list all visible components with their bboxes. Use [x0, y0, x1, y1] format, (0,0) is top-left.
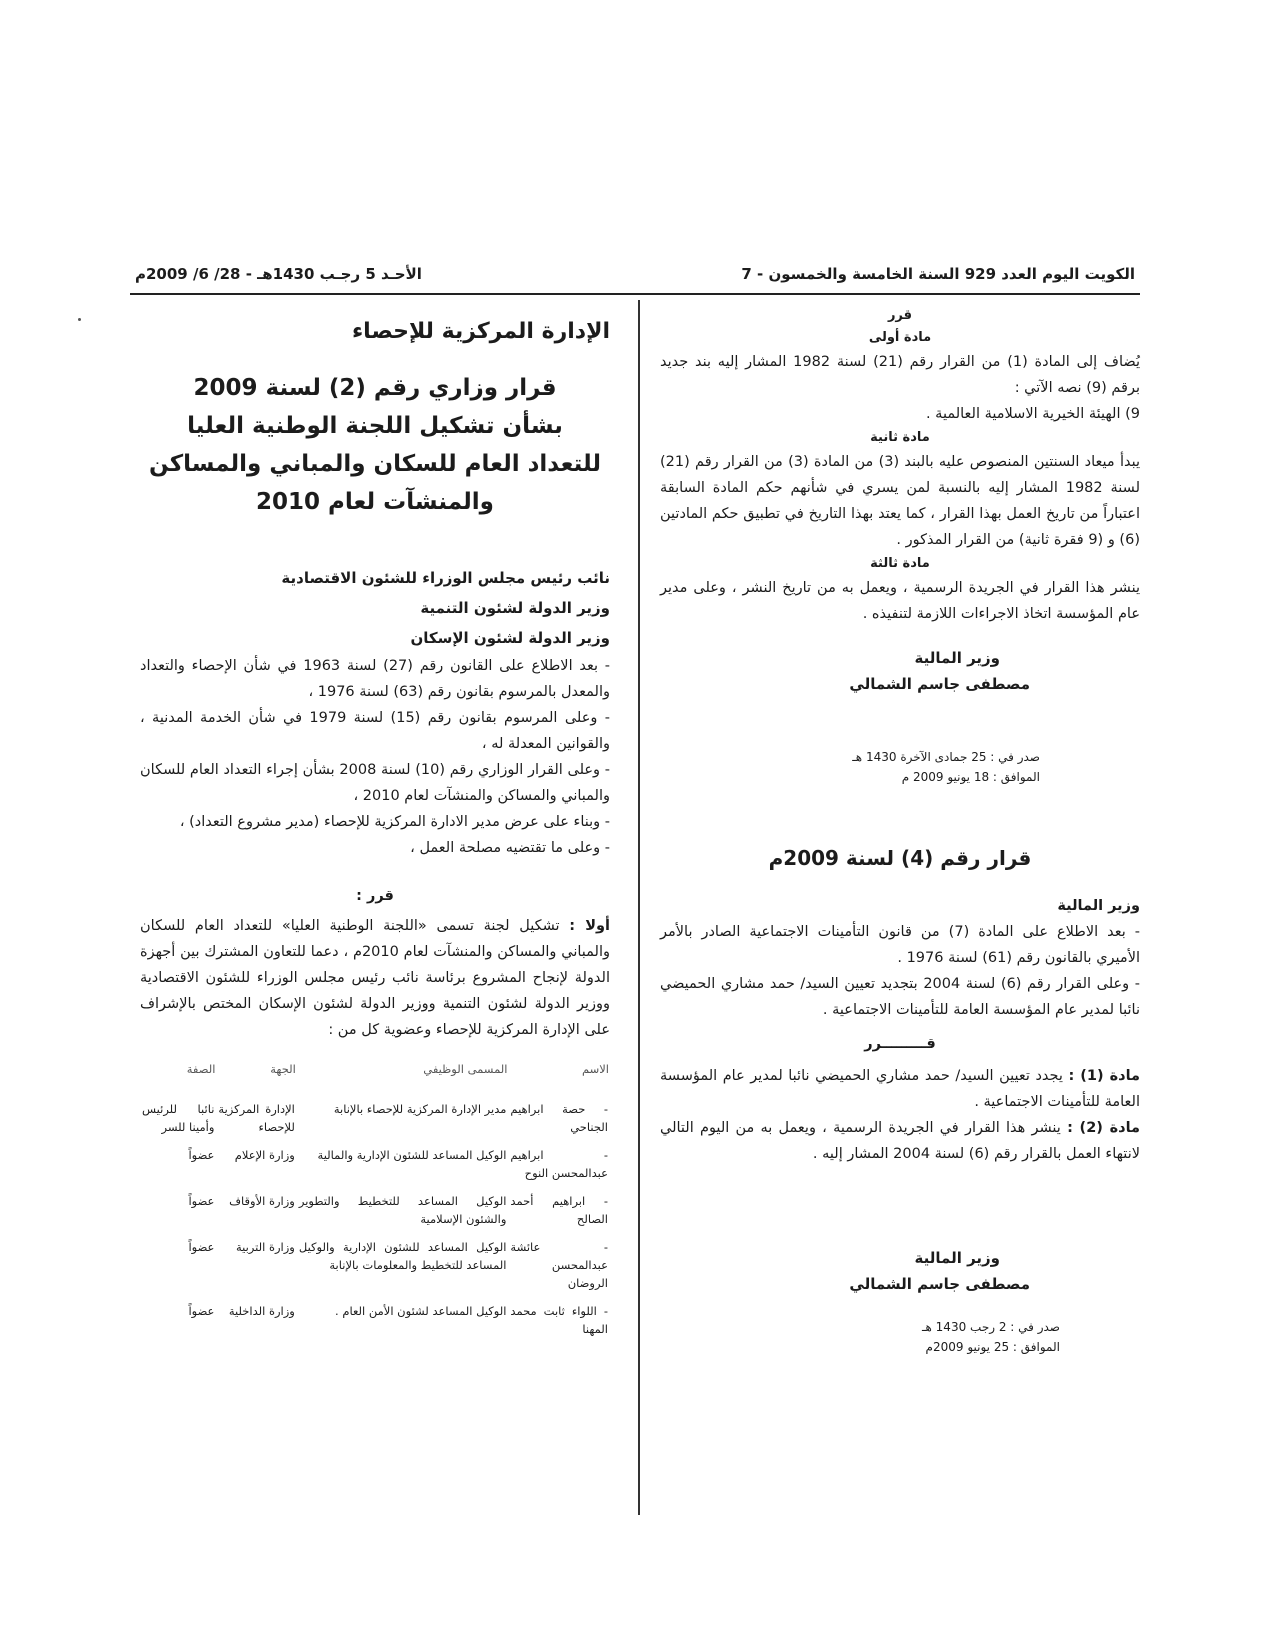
recital-2: - وعلى المرسوم بقانون رقم (15) لسنة 1979 في شأن الخدمة المدنية ، والقوانين المعدلة له ،: [140, 710, 610, 752]
member-entity: الإدارة المركزية للإحصاء: [218, 1102, 295, 1134]
member-entity: وزارة الداخلية: [228, 1304, 295, 1318]
table-row: [140, 1236, 610, 1300]
decision-4-preamble-2: - وعلى القرار رقم (6) لسنة 2004 بتجديد تعيين السيد/ حمد مشاري الحميضي نائبا لمدير عام المؤسسة العامة للتأمينات الاجتماعية .: [660, 976, 1140, 1018]
member-role: نائبا للرئيس وأمينا للسر: [142, 1102, 215, 1134]
member-name: - اللواء ثابت محمد المهنا: [510, 1304, 608, 1336]
recital-3: - وعلى القرار الوزاري رقم (10) لسنة 2008 بشأن إجراء التعداد العام للسكان والمباني والمساكن والمنشآت لعام 2010 ،: [140, 762, 610, 804]
header-entity: الجهة: [270, 1062, 296, 1076]
article3-heading: مادة ثالثة: [870, 556, 930, 571]
header-rule: [130, 293, 1140, 295]
member-job-title: الوكيل المساعد لشئون الأمن العام .: [335, 1304, 507, 1318]
header-job-title: المسمى الوظيفي: [423, 1062, 508, 1076]
member-role: عضواً: [188, 1240, 215, 1254]
page-header-issue: الكويت اليوم العدد 929 السنة الخامسة والخمسون - 7: [741, 265, 1135, 283]
article1-text: يُضاف إلى المادة (1) من القرار رقم (21) لسنة 1982 المشار إليه بند جديد برقم (9) نصه الآتي :: [660, 354, 1140, 396]
member-job-title: الوكيل المساعد للشئون الإدارية والوكيل المساعد للتخطيط والمعلومات بالإنابة: [298, 1240, 507, 1272]
issued-date-2: صدر في : 2 رجب 1430 هـ: [922, 1320, 1060, 1334]
member-entity: وزارة الإعلام: [234, 1148, 295, 1162]
decision-4-minister: وزير المالية: [1057, 898, 1140, 914]
member-name: - حصة ابراهيم الجناحي: [510, 1102, 608, 1134]
decision-2-title: [140, 369, 610, 521]
decision-4-article1-text: يجدد تعيين السيد/ حمد مشاري الحميضي نائبا لمدير عام المؤسسة العامة للتأمينات الاجتماعية .: [660, 1068, 1140, 1110]
table-header-row: [140, 1059, 610, 1098]
scan-speck: [78, 318, 81, 321]
decision-2-title-line1: قرار وزاري رقم (2) لسنة 2009: [193, 375, 557, 401]
member-role: عضواً: [188, 1148, 215, 1162]
member-name: - ابراهيم أحمد الصالح: [510, 1194, 608, 1226]
signature-2-title: وزير المالية: [914, 1249, 1000, 1267]
decision-2-decided: قرر :: [356, 888, 394, 904]
article1-heading: مادة أولى: [868, 330, 932, 345]
first-text: تشكيل لجنة تسمى «اللجنة الوطنية العليا» للتعداد العام للسكان والمباني والمساكن والمنشآت لعام 2010م ، دعما للتعاون المشترك بين أجهزة الدولة لإنجاح المشروع برئاسة نائب رئيس مجلس الوزراء للشئون الاقتصادية ووزير الدولة لشئون التنمية ووزير الدولة لشئون الإسكان المختص بالإشراف على الإدارة المركزية للإحصاء وعضوية كل من :: [140, 918, 610, 1038]
table-row: [140, 1300, 610, 1346]
member-job-title: الوكيل المساعد للتخطيط والتطوير والشئون الإسلامية: [298, 1194, 507, 1226]
member-role: عضواً: [188, 1194, 215, 1208]
page-header-date: الأحـد 5 رجـب 1430هـ - 28/ 6/ 2009م: [135, 265, 422, 283]
member-role: عضواً: [188, 1304, 215, 1318]
decision-4-preamble-1: - بعد الاطلاع على المادة (7) من قانون التأمينات الاجتماعية الصادر بالأمر الأميري بالقانون رقم (61) لسنة 1976 .: [660, 924, 1140, 966]
decision-4-article1-label: مادة (1) :: [1068, 1068, 1140, 1084]
committee-members-table: [140, 1059, 610, 1346]
signature-2-name: مصطفى جاسم الشمالي: [849, 1275, 1030, 1293]
article2-text: يبدأ ميعاد السنتين المنصوص عليه بالبند (3) من المادة (3) من القرار رقم (21) لسنة 1982 المشار إليه بالنسبة لمن يسري في شأنهم حكم المادة السابقة اعتباراً من تاريخ العمل بهذا القرار ، كما يعتد بهذا التاريخ في تطبيق حكم المادتين (6) و (9 فقرة ثانية) من القرار المذكور .: [660, 454, 1141, 548]
section-title: الإدارة المركزية للإحصاء: [351, 319, 610, 344]
corresponding-date-1: الموافق : 18 يونيو 2009 م: [901, 770, 1040, 784]
signature-1-title: وزير المالية: [914, 649, 1000, 667]
issuing-minister: [140, 563, 610, 653]
minister-title-3: وزير الدولة لشئون الإسكان: [410, 629, 610, 647]
member-job-title: مدير الإدارة المركزية للإحصاء بالإنابة: [333, 1102, 507, 1116]
decision-2-title-line3: للتعداد العام للسكان والمباني والمساكن: [149, 451, 601, 477]
recital-1: - بعد الاطلاع على القانون رقم (27) لسنة 1963 في شأن الإحصاء والتعداد والمعدل بالمرسوم بقانون رقم (63) لسنة 1976 ،: [140, 658, 610, 700]
member-name: - عائشة عبدالمحسن الروضان: [510, 1240, 608, 1290]
table-row: [140, 1144, 610, 1190]
first-label: أولا :: [569, 918, 610, 934]
minister-title-1: نائب رئيس مجلس الوزراء للشئون الاقتصادية: [281, 569, 610, 587]
decision-2-title-line2: بشأن تشكيل اللجنة الوطنية العليا: [187, 413, 563, 439]
decision-4-article2-text: ينشر هذا القرار في الجريدة الرسمية ، ويعمل به من اليوم التالي لانتهاء العمل بالقرار رقم (6) لسنة 2004 المشار إليه .: [660, 1120, 1140, 1162]
decision-4-title: قرار رقم (4) لسنة 2009م: [768, 846, 1032, 870]
decision-2-title-line4: والمنشآت لعام 2010: [256, 489, 494, 515]
decision-4-article2-label: مادة (2) :: [1067, 1120, 1140, 1136]
article1-item: 9) الهيئة الخيرية الاسلامية العالمية .: [925, 406, 1140, 422]
recital-5: - وعلى ما تقتضيه مصلحة العمل ،: [410, 840, 610, 856]
signature-1-name: مصطفى جاسم الشمالي: [849, 675, 1030, 693]
corresponding-date-2: الموافق : 25 يونيو 2009م: [925, 1340, 1060, 1354]
minister-title-2: وزير الدولة لشئون التنمية: [420, 599, 610, 617]
header-role: الصفة: [186, 1062, 216, 1076]
intro-heading: قرر: [887, 308, 913, 323]
decision-4-decided: قـــــــــرر: [864, 1036, 936, 1052]
article3-text: ينشر هذا القرار في الجريدة الرسمية ، ويعمل به من تاريخ النشر ، وعلى مدير عام المؤسسة اتخاذ الاجراءات اللازمة لتنفيذه .: [660, 580, 1140, 622]
article2-heading: مادة ثانية: [870, 430, 930, 445]
table-row: [140, 1098, 610, 1144]
member-entity: وزارة التربية: [235, 1240, 295, 1254]
issued-date-1: صدر في : 25 جمادى الآخرة 1430 هـ: [852, 750, 1040, 764]
member-job-title: الوكيل المساعد للشئون الإدارية والمالية: [317, 1148, 507, 1162]
table-row: [140, 1190, 610, 1236]
left-column: [140, 305, 610, 1346]
header-name: الاسم: [581, 1062, 609, 1076]
recital-4: - وبناء على عرض مدير الادارة المركزية للإحصاء (مدير مشروع التعداد) ،: [179, 814, 610, 830]
right-column: [660, 305, 1140, 1357]
column-divider: [638, 300, 640, 1515]
member-name: - ابراهيم عبدالمحسن النوح: [510, 1148, 608, 1180]
member-entity: وزارة الأوقاف: [229, 1194, 295, 1208]
